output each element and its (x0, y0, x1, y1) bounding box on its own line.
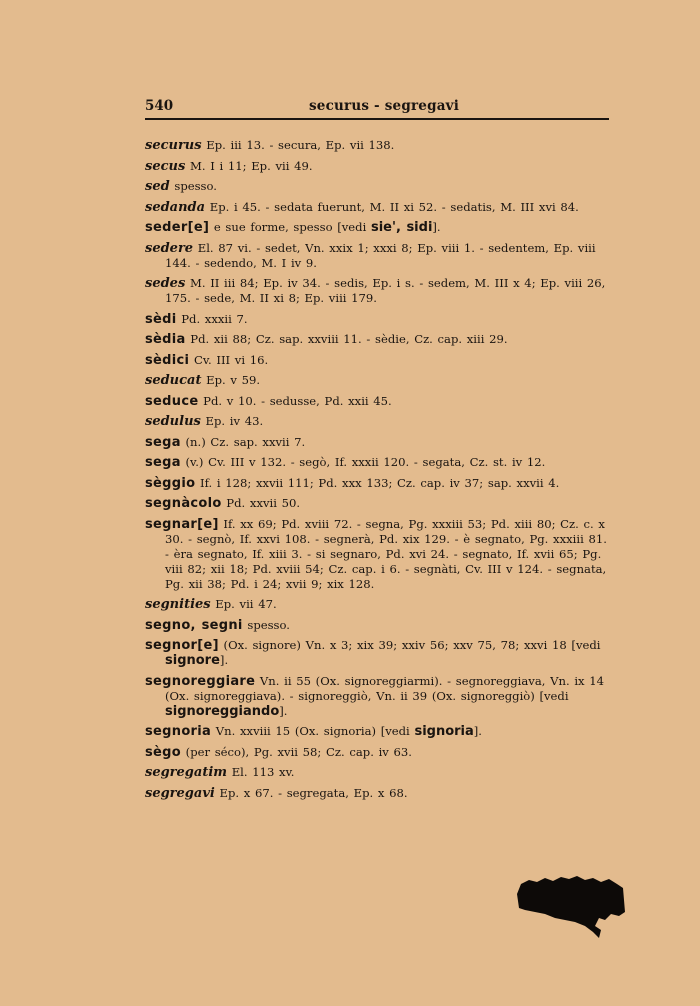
dictionary-entry (145, 138, 609, 153)
entry-headword: seducat (145, 373, 202, 388)
entry-headword: sèdici (145, 352, 190, 368)
entry-citations: Pd. v 10. - sedusse, Pd. xxii 45. (198, 393, 392, 408)
dictionary-entry (145, 786, 609, 801)
entry-citations: spesso. (242, 617, 290, 632)
dictionary-entry (145, 220, 609, 235)
dictionary-entry (145, 517, 609, 592)
entry-citations: spesso. (169, 179, 217, 193)
entry-citations: Vn. ii 55 (Ox. signoreggiarmi). - segnoreggiava, Vn. ix 14 (Ox. signoreggiava). - signoreggiò, Vn. ii 39 (Ox. signoreggiò) [vedi (165, 673, 605, 703)
entry-citations: (Ox. signore) Vn. x 3; xix 39; xxiv 56; xxv 75, 78; xxvi 18 [vedi (218, 638, 601, 652)
entry-headword: sedanda (145, 199, 206, 215)
dictionary-entry (145, 674, 609, 719)
entry-citations: M. I i 11; Ep. vii 49. (185, 158, 313, 173)
entry-citations: Ep. x 67. - segregata, Ep. x 68. (214, 785, 408, 800)
entry-citations: (v.) Cv. III v 132. - segò, If. xxxii 120. - segata, Cz. st. iv 12. (180, 455, 546, 469)
running-head: securus - segregavi (309, 98, 460, 114)
entry-headword: segnities (145, 597, 211, 612)
entry-list (145, 138, 609, 806)
entry-headword: sèdi (145, 311, 177, 327)
entry-headword: seder[e] (145, 220, 210, 235)
entry-headword: segno, segni (145, 617, 243, 633)
entry-headword: segnor[e] (145, 638, 219, 653)
entry-headword: segnàcolo (145, 496, 222, 511)
entry-tail: ]. (432, 220, 441, 234)
entry-headword: sega (145, 455, 181, 470)
dictionary-entry (145, 724, 609, 739)
entry-citations: El. 113 xv. (227, 765, 295, 779)
dictionary-entry (145, 765, 609, 780)
entry-citations: Ep. iii 13. - secura, Ep. vii 138. (201, 138, 395, 152)
entry-headword: sega (145, 434, 181, 450)
entry-headword: sedes (145, 276, 186, 291)
cross-reference: signoria (414, 724, 474, 739)
entry-headword: sedulus (145, 414, 201, 429)
entry-citations: If. i 128; xxvii 111; Pd. xxx 133; Cz. cap. iv 37; sap. xxvii 4. (195, 475, 560, 490)
entry-headword: sèggio (145, 475, 196, 491)
entry-citations: Ep. vii 47. (210, 597, 277, 611)
dictionary-entry (145, 353, 609, 368)
entry-citations: Ep. v 59. (201, 373, 261, 387)
entry-citations: If. xx 69; Pd. xviii 72. - segna, Pg. xxxiii 53; Pd. xiii 80; Cz. c. x 30. - segnò, If. xxvi 108. - segnerà, Pd. xix 129. - è segnato, Pg. xxxiii 81. - èra segnato, If. xiii 3. - si segnaro, Pd. xvi 24. - segnato, If. xvii 65; Pg. viii 82; xii 18; Pd. xviii 54; Cz. cap. i 6. - segnàti, Cv. III v 124. - segnata, Pg. xii 38; Pd. i 24; xvii 9; xix 128. (165, 516, 607, 591)
dictionary-entry (145, 638, 609, 668)
dictionary-entry (145, 332, 609, 347)
entry-headword: seduce (145, 393, 199, 409)
entry-citations: Pd. xxxii 7. (176, 311, 248, 326)
dictionary-entry (145, 496, 609, 511)
dictionary-entry (145, 179, 609, 194)
dictionary-entry (145, 618, 609, 633)
ink-stain (515, 870, 627, 938)
dictionary-page (145, 96, 609, 801)
entry-citations: Cv. III vi 16. (189, 352, 269, 367)
header-rule (145, 118, 609, 120)
dictionary-entry (145, 200, 609, 215)
dictionary-entry (145, 312, 609, 327)
cross-reference: signore (165, 653, 220, 668)
entry-citations: Pd. xii 88; Cz. sap. xxviii 11. - sèdie, Cz. cap. xiii 29. (185, 332, 508, 346)
page-header (145, 96, 609, 116)
entry-headword: segnoria (145, 724, 212, 739)
entry-citations: Ep. iv 43. (200, 414, 264, 428)
entry-tail: ]. (279, 703, 288, 718)
entry-headword: segnoreggiare (145, 673, 256, 689)
entry-citations: Pd. xxvii 50. (221, 496, 301, 510)
entry-headword: securus (145, 138, 202, 153)
entry-citations: e sue forme, spesso [vedi (209, 220, 371, 234)
entry-headword: segnar[e] (145, 516, 219, 532)
page-number: 540 (145, 98, 174, 114)
dictionary-entry (145, 476, 609, 491)
entry-headword: segregavi (145, 785, 215, 801)
entry-citations: (per séco), Pg. xvii 58; Cz. cap. iv 63. (181, 744, 412, 759)
entry-tail: ]. (473, 724, 482, 738)
entry-headword: sèdia (145, 332, 186, 347)
dictionary-entry (145, 745, 609, 760)
cross-reference: signoreggiando (165, 703, 280, 719)
entry-tail: ]. (219, 653, 229, 667)
dictionary-entry (145, 394, 609, 409)
dictionary-entry (145, 373, 609, 388)
entry-headword: segregatim (145, 765, 228, 780)
entry-headword: sed (145, 179, 170, 194)
dictionary-entry (145, 455, 609, 470)
dictionary-entry (145, 159, 609, 174)
entry-headword: sedere (145, 240, 194, 256)
cross-reference: sie', sidi (370, 220, 433, 235)
entry-citations: (n.) Cz. sap. xxvii 7. (180, 434, 306, 449)
dictionary-entry (145, 597, 609, 612)
dictionary-entry (145, 414, 609, 429)
dictionary-entry (145, 241, 609, 271)
entry-citations: El. 87 vi. - sedet, Vn. xxix 1; xxxi 8; Ep. viii 1. - sedentem, Ep. viii 144. - sedendo, M. I iv 9. (165, 240, 596, 270)
entry-headword: secus (145, 158, 186, 174)
dictionary-entry (145, 276, 609, 306)
dictionary-entry (145, 435, 609, 450)
entry-citations: Ep. i 45. - sedata fuerunt, M. II xi 52. - sedatis, M. III xvi 84. (205, 199, 579, 214)
entry-headword: sègo (145, 744, 181, 760)
entry-citations: Vn. xxviii 15 (Ox. signoria) [vedi (211, 724, 415, 738)
entry-citations: M. II iii 84; Ep. iv 34. - sedis, Ep. i s. - sedem, M. III x 4; Ep. viii 26, 175. - sede, M. II xi 8; Ep. viii 179. (165, 276, 606, 305)
